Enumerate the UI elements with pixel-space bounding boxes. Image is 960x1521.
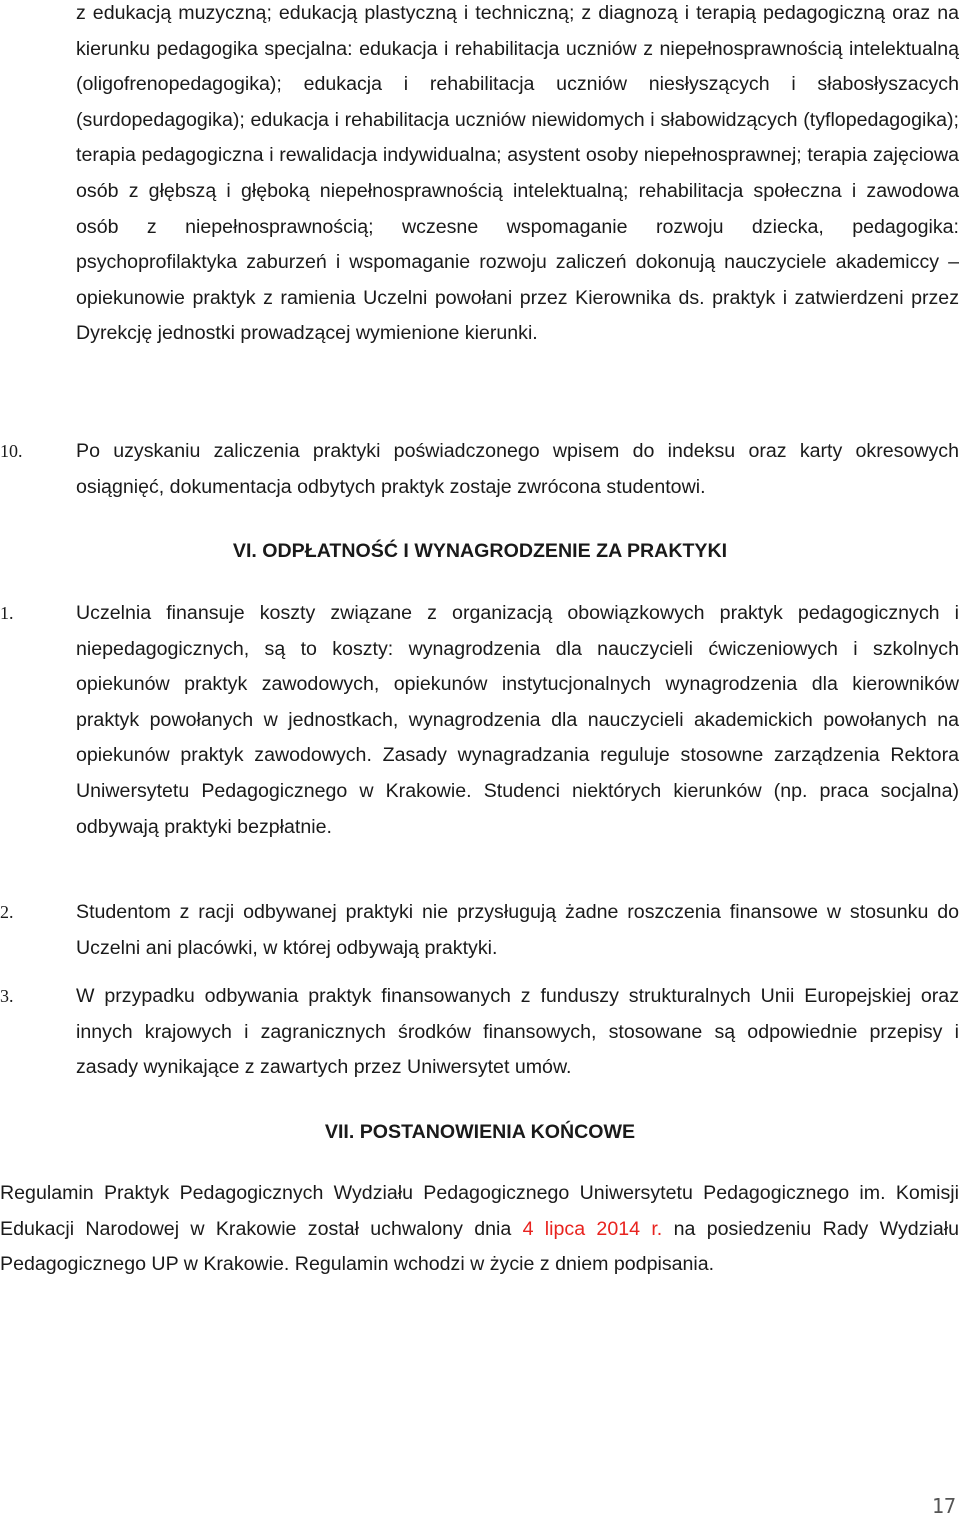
final-text-before: Regulamin Praktyk Pedagogicznych Wydziału Pedagogicznego Uniwersytetu Pedagogicznego im. Komisji Edukacji Narodowej w Krakowie został uchwalony dnia bbox=[0, 1182, 959, 1240]
list-item-number: 2. bbox=[0, 902, 14, 922]
list-item-text: Uczelnia finansuje koszty związane z organizacją obowiązkowych praktyk pedagogicznych i niepedagogicznych, są to koszty: wynagrodzenia dla nauczycieli ćwiczeniowych i szkolnych opiekunów praktyk zawodowych, opiekunów instytucjonalnych wynagrodzenia dla kierowników praktyk powołanych w jednostkach, wynagrodzenia dla nauczycieli akademickich powołanych na opiekunów praktyk zawodowych. Zasady wynagradzania reguluje stosowne zarządzenia Rektora Uniwersytetu Pedagogicznego w Krakowie. Studenci niektórych kierunków (np. praca socjalna) odbywają praktyki bezpłatnie. bbox=[76, 602, 959, 838]
page-number: 17 bbox=[931, 1494, 956, 1518]
final-provisions-paragraph bbox=[0, 1176, 959, 1283]
list-item-number: 10. bbox=[0, 441, 23, 461]
continuation-paragraph: z edukacją muzyczną; edukacją plastyczną i techniczną; z diagnozą i terapią pedagogiczną oraz na kierunku pedagogika specjalna: edukacja i rehabilitacja uczniów z niepełnosprawnością intelektualną (oligofrenopedagogika); edukacja i rehabilitacja uczniów niesłyszących i słabosłyszacych (surdopedagogika); edukacja i rehabilitacja uczniów niewidomych i słabowidzących (tyflopedagogika); terapia pedagogiczna i rewalidacja indywidualna; asystent osoby niepełnosprawnej; terapia zajęciowa osób z głębszą i głęboką niepełnosprawnością intelektualną; rehabilitacja społeczna i zawodowa osób z niepełnosprawnością; wczesne wspomaganie rozwoju dziecka, pedagogika: psychoprofilaktyka zaburzeń i wspomaganie rozwoju zaliczeń dokonują nauczyciele akademiccy – opiekunowie praktyk z ramienia Uczelni powołani przez Kierownika ds. praktyk i zatwierdzeni przez Dyrekcję jednostki prowadzącej wymienione kierunki. bbox=[76, 2, 959, 345]
list-item-text: W przypadku odbywania praktyk finansowanych z funduszy strukturalnych Unii Europejskiej oraz innych krajowych i zagranicznych środków finansowych, stosowane są odpowiednie przepisy i zasady wynikające z zawartych przez Uniwersytet umów. bbox=[76, 985, 959, 1079]
list-item-text: Po uzyskaniu zaliczenia praktyki poświadczonego wpisem do indeksu oraz karty okresowych osiągnięć, dokumentacja odbytych praktyk zostaje zwrócona studentowi. bbox=[76, 440, 959, 498]
list-item-number: 1. bbox=[0, 603, 14, 623]
list-item-number: 3. bbox=[0, 986, 14, 1006]
section-heading-vi: VI. ODPŁATNOŚĆ I WYNAGRODZENIE ZA PRAKTYKI bbox=[232, 540, 728, 562]
adoption-date: 4 lipca 2014 r. bbox=[522, 1217, 663, 1240]
final-text-after: na posiedzeniu Rady Wydziału Pedagogicznego UP w Krakowie. Regulamin wchodzi w życie z dniem podpisania. bbox=[0, 1217, 959, 1276]
section-heading-vii: VII. POSTANOWIENIA KOŃCOWE bbox=[324, 1121, 636, 1143]
list-item-text: Studentom z racji odbywanej praktyki nie przysługują żadne roszczenia finansowe w stosunku do Uczelni ani placówki, w której odbywają praktyki. bbox=[76, 901, 959, 959]
